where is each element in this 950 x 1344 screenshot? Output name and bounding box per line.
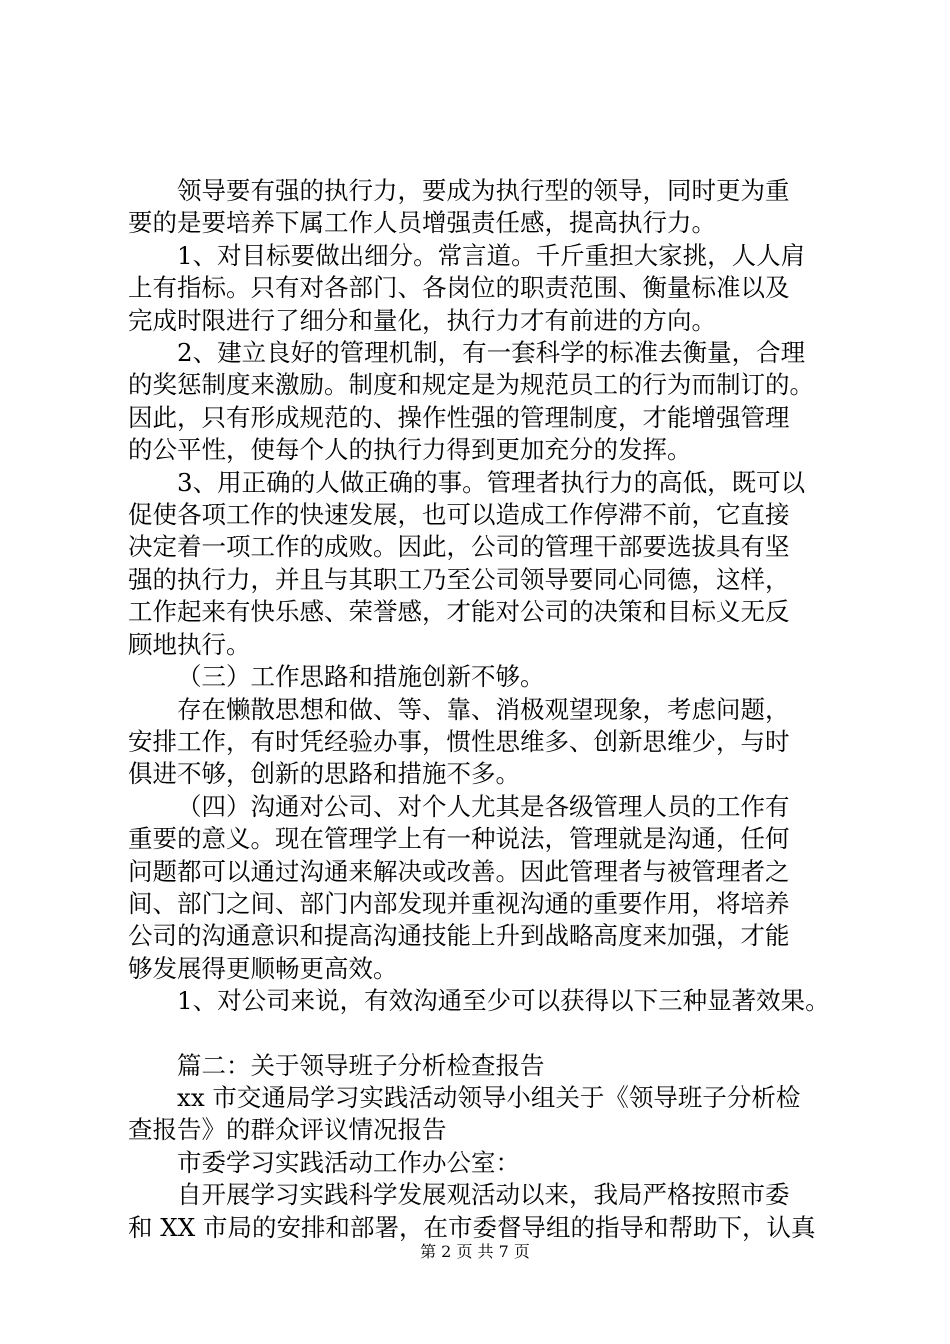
- text-line: （四）沟通对公司、对个人尤其是各级管理人员的工作有: [177, 791, 790, 821]
- text-line: 存在懒散思想和做、等、靠、消极观望现象，考虑问题，: [177, 694, 790, 724]
- text-line: 的奖惩制度来激励。制度和规定是为规范员工的行为而制订的。: [128, 370, 814, 400]
- text-line: 2、建立良好的管理机制，有一套科学的标准去衡量，合理: [177, 338, 806, 368]
- section-gap: [128, 1018, 853, 1050]
- paragraph: [128, 694, 853, 791]
- text-line: 工作起来有快乐感、荣誉感，才能对公司的决策和目标义无反: [128, 597, 790, 627]
- section-one: [128, 175, 853, 1018]
- text-line: 篇二：关于领导班子分析检查报告: [177, 1050, 545, 1080]
- text-line: 和 XX 市局的安排和部署，在市委督导组的指导和帮助下，认真: [128, 1212, 816, 1242]
- text-line: 问题都可以通过沟通来解决或改善。因此管理者与被管理者之: [128, 856, 790, 886]
- text-line: xx 市交通局学习实践活动领导小组关于《领导班子分析检: [177, 1082, 801, 1112]
- document-body: [128, 175, 853, 1244]
- paragraph: [128, 1050, 853, 1082]
- text-line: 1、对公司来说，有效沟通至少可以获得以下三种显著效果。: [177, 986, 830, 1016]
- paragraph: [128, 1179, 853, 1244]
- text-line: 自开展学习实践科学发展观活动以来，我局严格按照市委: [177, 1180, 790, 1210]
- paragraph: [128, 175, 853, 240]
- text-line: 领导要有强的执行力，要成为执行型的领导，同时更为重: [177, 176, 790, 205]
- text-line: 查报告》的群众评议情况报告: [128, 1115, 447, 1145]
- text-line: 够发展得更顺畅更高效。: [128, 953, 398, 983]
- text-line: 要的是要培养下属工作人员增强责任感，提高执行力。: [128, 208, 716, 238]
- text-line: 因此，只有形成规范的、操作性强的管理制度，才能增强管理: [128, 402, 790, 432]
- text-line: 上有指标。只有对各部门、各岗位的职责范围、衡量标准以及: [128, 273, 790, 303]
- text-line: 间、部门之间、部门内部发现并重视沟通的重要作用，将培养: [128, 888, 790, 918]
- paragraph: [128, 1147, 853, 1179]
- paragraph: [128, 337, 853, 467]
- paragraph: [128, 791, 853, 985]
- text-line: 公司的沟通意识和提高沟通技能上升到战略高度来加强，才能: [128, 921, 790, 951]
- section-two: [128, 1050, 853, 1244]
- text-line: 完成时限进行了细分和量化，执行力才有前进的方向。: [128, 305, 716, 335]
- text-line: 1、对目标要做出细分。常言道。千斤重担大家挑，人人肩: [177, 240, 806, 270]
- text-line: 俱进不够，创新的思路和措施不多。: [128, 759, 520, 789]
- text-line: 决定着一项工作的成败。因此，公司的管理干部要选拔具有坚: [128, 532, 790, 562]
- text-line: 重要的意义。现在管理学上有一种说法，管理就是沟通，任何: [128, 824, 790, 854]
- text-line: （三）工作思路和措施创新不够。: [177, 662, 545, 692]
- text-line: 市委学习实践活动工作办公室：: [177, 1147, 520, 1177]
- text-line: 促使各项工作的快速发展，也可以造成工作停滞不前，它直接: [128, 500, 790, 530]
- paragraph: [128, 240, 853, 337]
- text-line: 强的执行力，并且与其职工乃至公司领导要同心同德，这样，: [128, 564, 790, 594]
- paragraph: [128, 1082, 853, 1147]
- paragraph: [128, 661, 853, 693]
- paragraph: [128, 467, 853, 661]
- text-line: 安排工作，有时凭经验办事，惯性思维多、创新思维少，与时: [128, 726, 790, 756]
- paragraph: [128, 985, 853, 1017]
- text-line: 的公平性，使每个人的执行力得到更加充分的发挥。: [128, 435, 692, 465]
- text-line: 顾地执行。: [128, 629, 251, 659]
- page-footer: 第 2 页 共 7 页: [420, 1242, 530, 1261]
- text-line: 3、用正确的人做正确的事。管理者执行力的高低，既可以: [177, 467, 806, 497]
